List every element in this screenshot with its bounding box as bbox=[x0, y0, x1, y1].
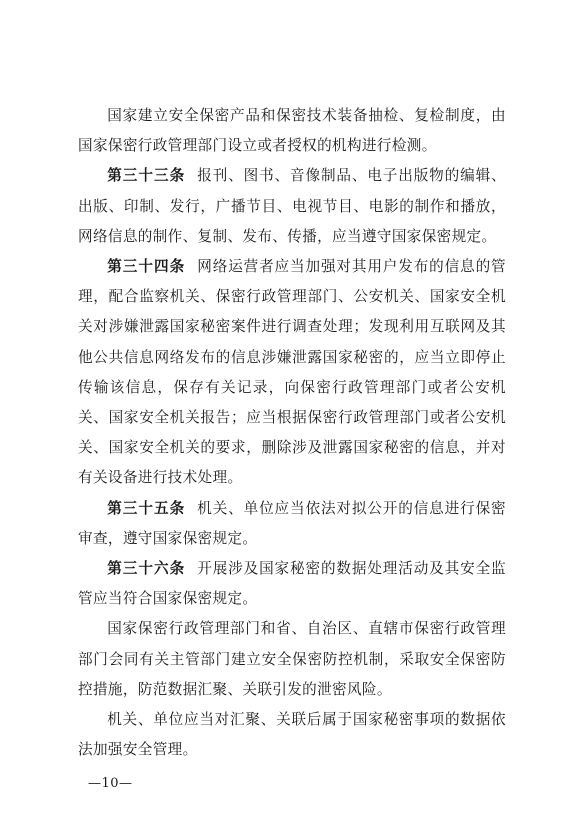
document-body bbox=[78, 101, 506, 765]
paragraph-prevention-mechanism bbox=[78, 614, 506, 705]
article-36 bbox=[78, 554, 506, 614]
article-33 bbox=[78, 161, 506, 252]
paragraph-text: 国家保密行政管理部门和省、自治区、直辖市保密行政管理部门会同有关主管部门建立安全保密防控机制，采取安全保密防控措施，防范数据汇聚、关联引发的泄密风险。 bbox=[78, 620, 506, 698]
paragraph-data-management bbox=[78, 705, 506, 765]
article-35 bbox=[78, 494, 506, 554]
paragraph-text: 机关、单位应当依法对拟公开的信息进行保密审查，遵守国家保密规定。 bbox=[78, 499, 506, 547]
article-number: 第三十五条 bbox=[107, 499, 186, 517]
paragraph-text: 开展涉及国家秘密的数据处理活动及其安全监管应当符合国家保密规定。 bbox=[78, 560, 506, 608]
page-number: —10— bbox=[88, 776, 133, 791]
article-34 bbox=[78, 252, 506, 494]
article-number: 第三十四条 bbox=[107, 258, 186, 276]
paragraph-text: 网络运营者应当加强对其用户发布的信息的管理，配合监察机关、保密行政管理部门、公安机关、国家安全机关对涉嫌泄露国家秘密案件进行调查处理；发现利用互联网及其他公共信息网络发布的信息涉嫌泄露国家秘密的，应当立即停止传输该信息，保存有关记录，向保密行政管理部门或者公安机关、国家安全机关报告；应当根据保密行政管理部门或者公安机关、国家安全机关的要求，删除涉及泄露国家秘密的信息，并对有关设备进行技术处理。 bbox=[78, 258, 506, 487]
article-number: 第三十三条 bbox=[107, 167, 186, 185]
paragraph-text: 报刊、图书、音像制品、电子出版物的编辑、出版、印制、发行，广播节目、电视节目、电影的制作和播放，网络信息的制作、复制、发布、传播，应当遵守国家保密规定。 bbox=[78, 167, 506, 245]
article-number: 第三十六条 bbox=[107, 560, 186, 578]
paragraph-inspection-system bbox=[78, 101, 506, 161]
paragraph-text: 国家建立安全保密产品和保密技术装备抽检、复检制度，由国家保密行政管理部门设立或者授权的机构进行检测。 bbox=[78, 107, 506, 155]
paragraph-text: 机关、单位应当对汇聚、关联后属于国家秘密事项的数据依法加强安全管理。 bbox=[78, 711, 506, 759]
